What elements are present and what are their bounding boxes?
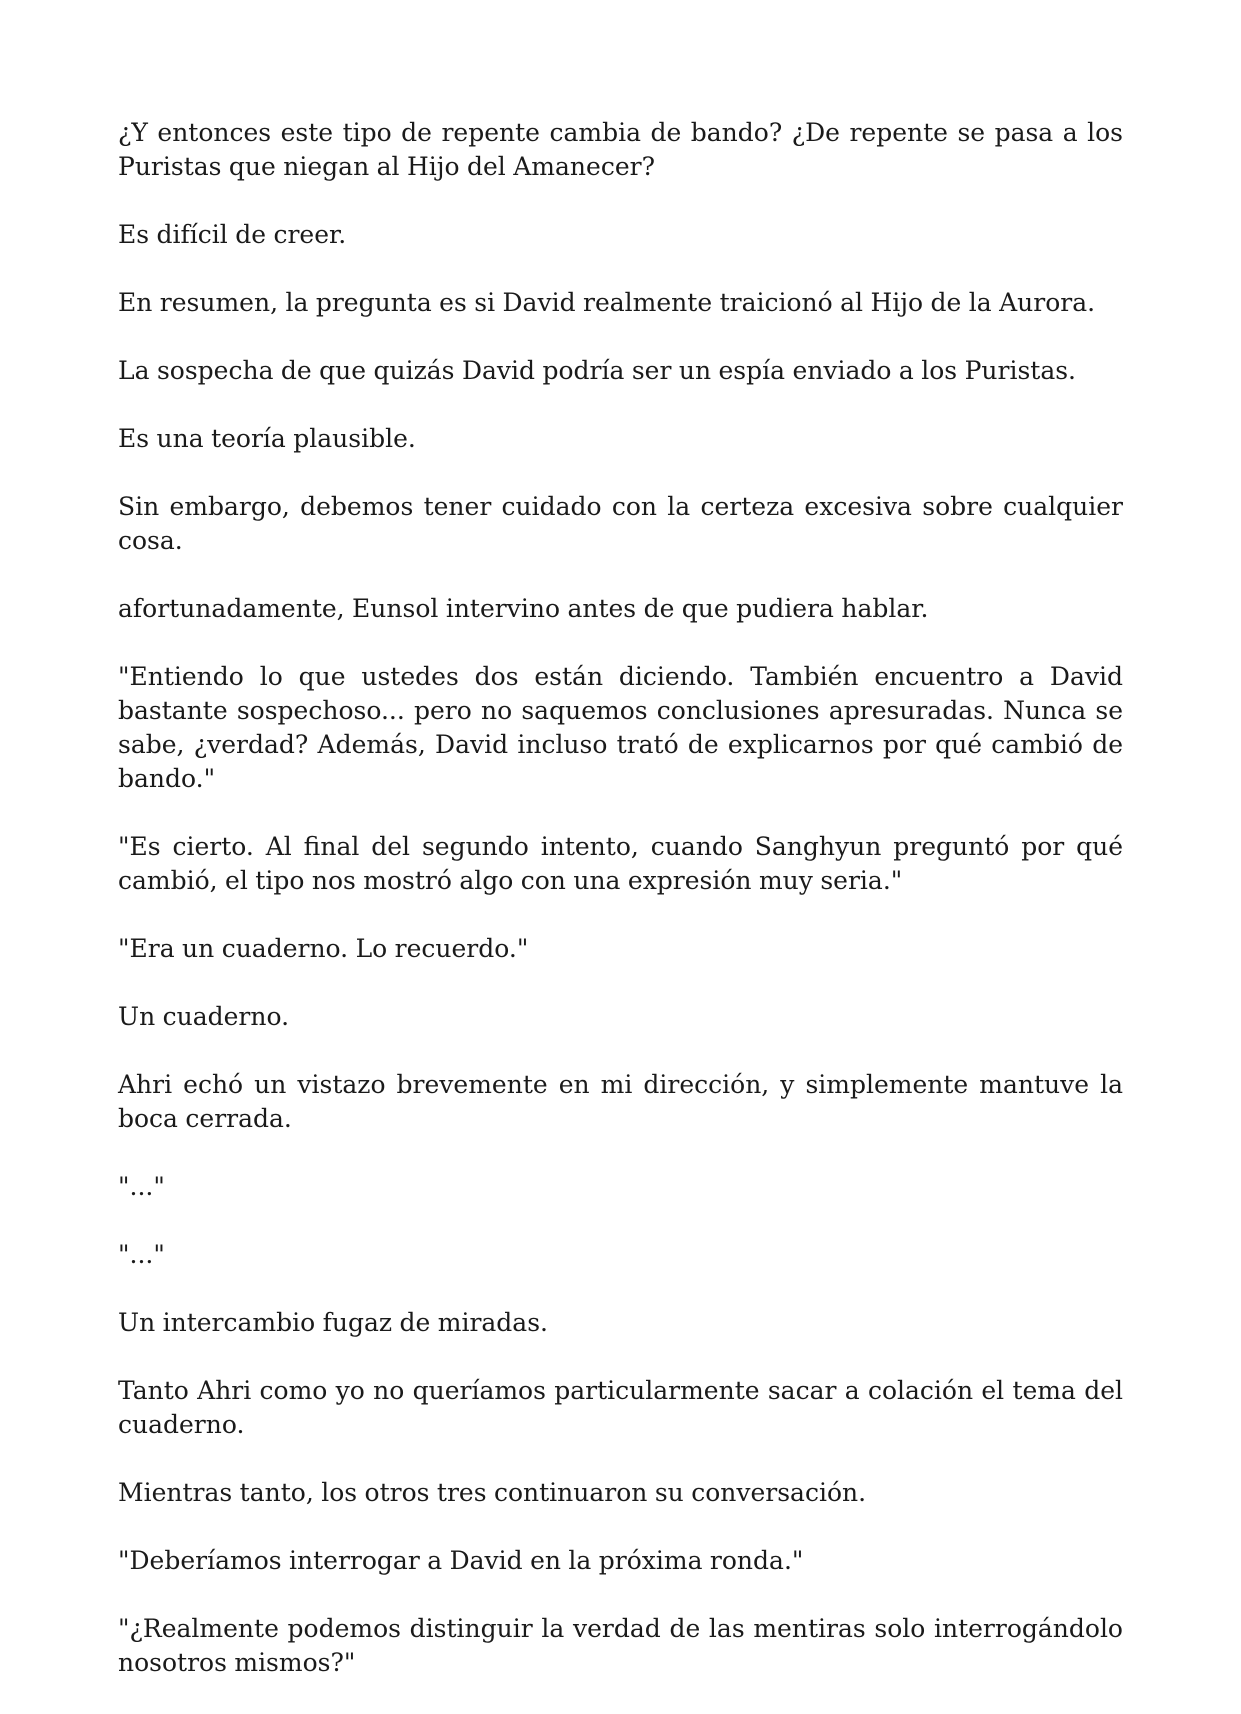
paragraph: Un intercambio fugaz de miradas. (118, 1308, 548, 1337)
paragraph: Sin embargo, debemos tener cuidado con la certeza excesiva sobre cualquier cosa. (118, 492, 1123, 555)
paragraph: "Es cierto. Al final del segundo intento, cuando Sanghyun preguntó por qué cambió, el tipo nos mostró algo con una expresión muy seria." (118, 832, 1123, 895)
paragraph: Mientras tanto, los otros tres continuaron su conversación. (118, 1478, 867, 1507)
paragraph: "..." (118, 1172, 165, 1201)
paragraph: Es difícil de creer. (118, 220, 347, 249)
paragraph: "Entiendo lo que ustedes dos están diciendo. También encuentro a David bastante sospechoso... pero no saquemos conclusiones apresuradas. Nunca se sabe, ¿verdad? Además, David incluso trató de explicarnos por qué cambió de bando." (118, 662, 1123, 793)
paragraph: Un cuaderno. (118, 1002, 290, 1031)
paragraph: Tanto Ahri como yo no queríamos particularmente sacar a colación el tema del cuaderno. (118, 1376, 1123, 1439)
paragraph: "Deberíamos interrogar a David en la próxima ronda." (118, 1546, 804, 1575)
paragraph: Ahri echó un vistazo brevemente en mi dirección, y simplemente mantuve la boca cerrada. (118, 1070, 1123, 1133)
paragraph: afortunadamente, Eunsol intervino antes de que pudiera hablar. (118, 594, 929, 623)
paragraph: ¿Y entonces este tipo de repente cambia de bando? ¿De repente se pasa a los Puristas que niegan al Hijo del Amanecer? (118, 118, 1123, 181)
document-body (118, 116, 1123, 1714)
paragraph: "¿Realmente podemos distinguir la verdad de las mentiras solo interrogándolo nosotros mismos?" (118, 1614, 1123, 1677)
paragraph: Es una teoría plausible. (118, 424, 416, 453)
paragraph: En resumen, la pregunta es si David realmente traicionó al Hijo de la Aurora. (118, 288, 1096, 317)
paragraph: "Era un cuaderno. Lo recuerdo." (118, 934, 529, 963)
paragraph: "..." (118, 1240, 165, 1269)
paragraph: La sospecha de que quizás David podría ser un espía enviado a los Puristas. (118, 356, 1077, 385)
